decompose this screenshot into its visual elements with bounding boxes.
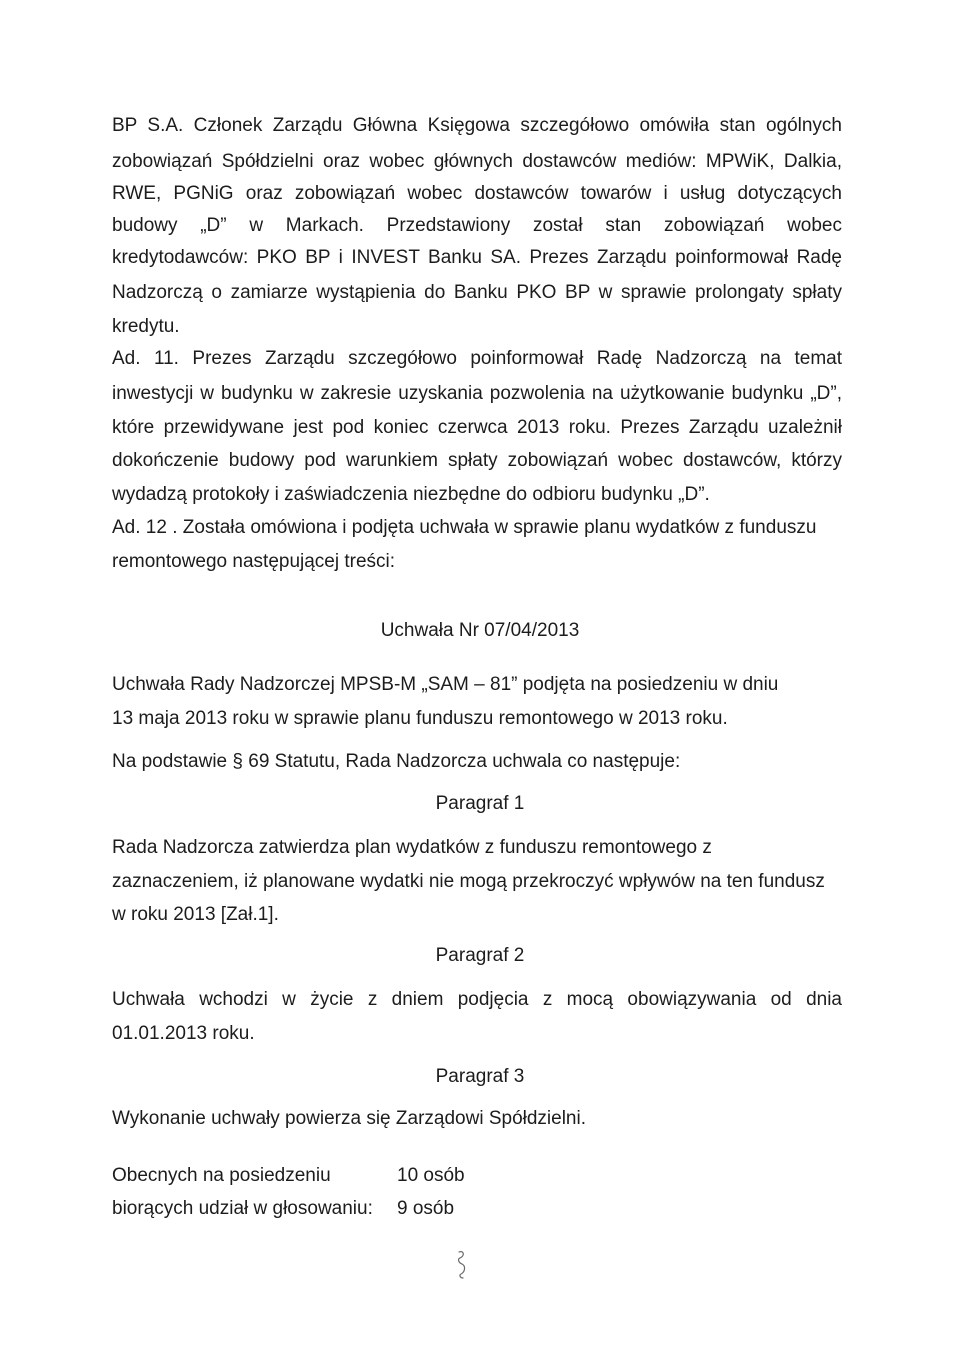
para3-line-last: remontowego następującej treści:	[112, 551, 396, 572]
paragraph3-text: Wykonanie uchwały powierza się Zarządowi Spółdzielni.	[112, 1108, 586, 1129]
attendance-voting-value: 9 osób	[397, 1198, 455, 1219]
resolution-title: Uchwała Nr 07/04/2013	[380, 620, 580, 641]
para1-line: budowy „D” w Markach. Przedstawiony został stan zobowiązań wobec	[112, 215, 842, 236]
para1-line: BP S.A. Członek Zarządu Główna Księgowa szczegółowo omówiła stan ogólnych	[112, 115, 842, 136]
resolution-intro-line: Uchwała Rady Nadzorczej MPSB-M „SAM – 81” podjęta na posiedzeniu w dniu	[112, 674, 779, 695]
paragraph2-line-last: 01.01.2013 roku.	[112, 1023, 255, 1044]
para1-line: Nadzorczą o zamiarze wystąpienia do Banku PKO BP w sprawie prolongaty spłaty	[112, 282, 842, 303]
para1-line: kredytodawców: PKO BP i INVEST Banku SA. Prezes Zarządu poinformował Radę	[112, 247, 842, 268]
para2-line: które przewidywane jest pod koniec czerwca 2013 roku. Prezes Zarządu uzależnił	[112, 417, 842, 438]
resolution-intro-line: 13 maja 2013 roku w sprawie planu funduszu remontowego w 2013 roku.	[112, 708, 728, 729]
para1-line: zobowiązań Spółdzielni oraz wobec głównych dostawców mediów: MPWiK, Dalkia,	[112, 151, 842, 172]
legal-basis: Na podstawie § 69 Statutu, Rada Nadzorcza uchwala co następuje:	[112, 751, 681, 772]
para3-line: Ad. 12 . Została omówiona i podjęta uchwała w sprawie planu wydatków z funduszu	[112, 517, 817, 538]
attendance-present-value: 10 osób	[397, 1165, 465, 1186]
paragraph1-heading: Paragraf 1	[435, 793, 525, 814]
para2-line-last: wydadzą protokoły i zaświadczenia niezbędne do odbioru budynku „D”.	[112, 484, 710, 505]
paragraph2-heading: Paragraf 2	[435, 945, 525, 966]
paragraph1-line: w roku 2013 [Zał.1].	[112, 904, 279, 925]
attendance-voting-label: biorących udział w głosowaniu:	[112, 1198, 373, 1219]
para2-line: Ad. 11. Prezes Zarządu szczegółowo poinformował Radę Nadzorczą na temat	[112, 348, 842, 369]
para1-line-last: kredytu.	[112, 316, 180, 337]
paragraph1-line: Rada Nadzorcza zatwierdza plan wydatków z funduszu remontowego z	[112, 837, 712, 858]
para2-line: inwestycji w budynku w zakresie uzyskania pozwolenia na użytkowanie budynku „D”,	[112, 383, 842, 404]
para1-line: RWE, PGNiG oraz zobowiązań wobec dostawców towarów i usług dotyczących	[112, 183, 842, 204]
paragraph1-line: zaznaczeniem, iż planowane wydatki nie mogą przekroczyć wpływów na ten fundusz	[112, 871, 825, 892]
attendance-present-label: Obecnych na posiedzeniu	[112, 1165, 331, 1186]
para2-line: dokończenie budowy pod warunkiem spłaty zobowiązań wobec dostawców, którzy	[112, 450, 842, 471]
paragraph3-heading: Paragraf 3	[435, 1066, 525, 1087]
paragraph2-line: Uchwała wchodzi w życie z dniem podjęcia z mocą obowiązywania od dnia	[112, 989, 842, 1010]
handwritten-initial	[450, 1248, 474, 1282]
